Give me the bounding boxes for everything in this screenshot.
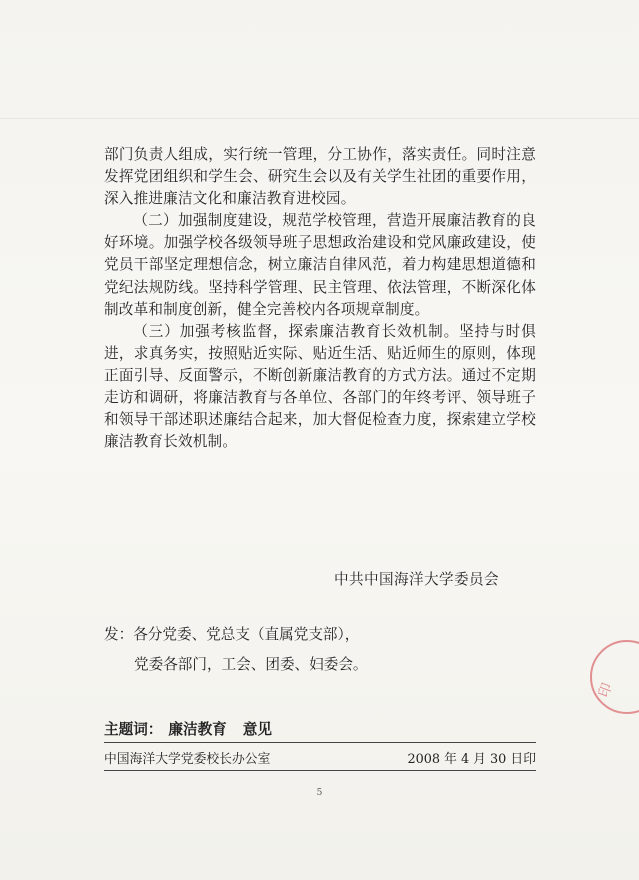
red-seal-stamp — [590, 640, 639, 714]
print-info-row — [104, 748, 536, 771]
scan-fold-line — [0, 118, 639, 119]
page-number: 5 — [316, 788, 323, 798]
body-text — [104, 144, 536, 453]
issuing-office: 中国海洋大学党委校长办公室 — [104, 752, 271, 767]
subject-keyword: 廉洁教育 — [168, 721, 227, 738]
body-paragraph-2: （二）加强制度建设，规范学校管理，营造开展廉洁教育的良好环境。加强学校各级领导班子思想政治建设和党风廉政建设，使党员干部坚定理想信念，树立廉洁自律风范，着力构建思想道德和党纪法规防线。坚持科学管理、民主管理、依法管理，不断深化体制改革和制度创新，健全完善校内各项规章制度。 — [104, 212, 536, 318]
distribution-line-2: 党委各部门，工会、团委、妇委会。 — [134, 656, 368, 673]
issuer-signature: 中共中国海洋大学委员会 — [334, 571, 499, 588]
distribution-list — [104, 620, 368, 680]
body-paragraph-3: （三）加强考核监督，探索廉洁教育长效机制。坚持与时俱进，求真务实，按照贴近实际、贴近生活、贴近师生的原则，体现正面引导、反面警示，不断创新廉洁教育的方式方法。通过不定期走访和调研，将廉洁教育与各单位、各部门的年终考评、领导班子和领导干部述职述廉结合起来，加大督促检查力度，探索建立学校廉洁教育长效机制。 — [104, 322, 536, 451]
distribution-line-1: 发：各分党委、党总支（直属党支部）， — [104, 626, 360, 643]
subject-keyword: 意见 — [242, 721, 272, 738]
seal-text: 印 — [596, 681, 616, 700]
print-date: 2008 年 4 月 30 日印 — [407, 752, 536, 767]
subject-label: 主题词： — [104, 721, 163, 738]
body-paragraph-1: 部门负责人组成，实行统一管理，分工协作，落实责任。同时注意发挥党团组织和学生会、研究生会以及有关学生社团的重要作用，深入推进廉洁文化和廉洁教育进校园。 — [104, 146, 536, 208]
subject-keywords-row — [104, 718, 536, 743]
